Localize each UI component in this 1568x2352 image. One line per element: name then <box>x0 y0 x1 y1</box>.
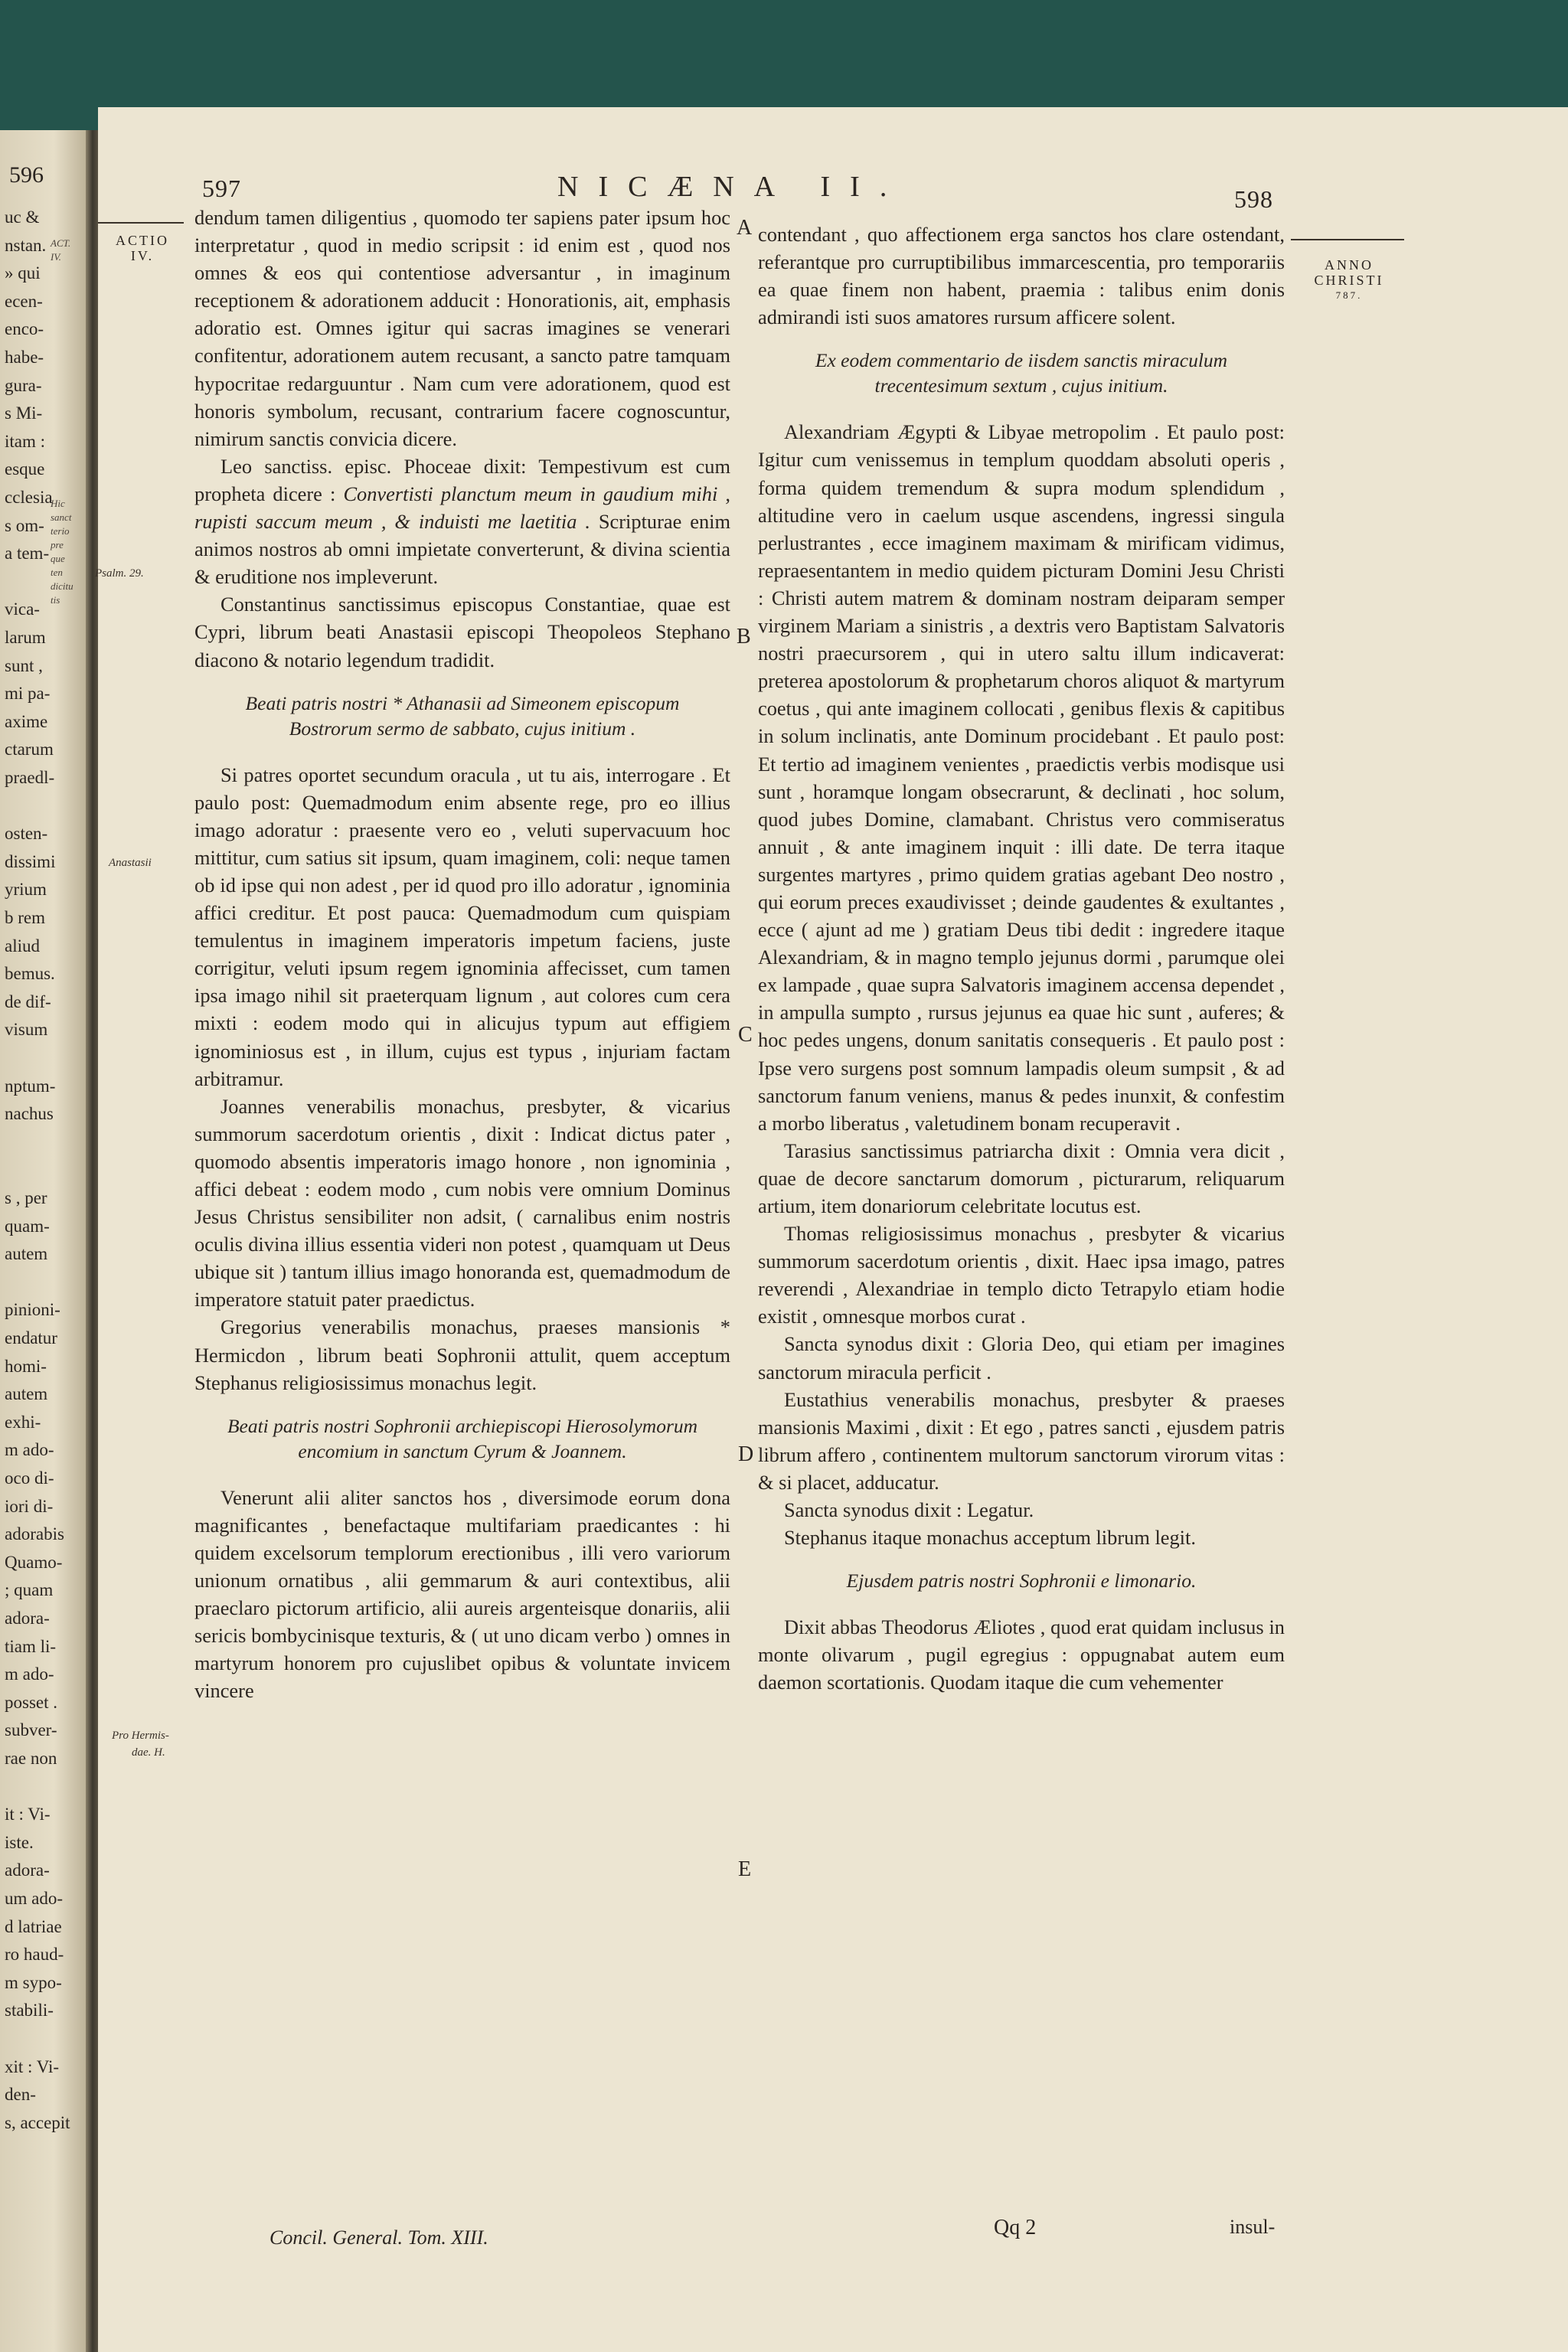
previous-page-fragment: m ado- <box>5 1440 54 1460</box>
previous-page-fragment: um ado- <box>5 1889 64 1908</box>
previous-page-fragment: enco- <box>5 319 44 339</box>
previous-page-fragment: quam- <box>5 1216 50 1236</box>
previous-page-margin-note: dicitu <box>51 580 74 592</box>
previous-page-fragment: s , per <box>5 1188 47 1207</box>
previous-page-fragment: a tem- <box>5 544 50 564</box>
margin-note-anastasii: Anastasii <box>109 857 152 869</box>
previous-page-fragment: » qui <box>5 263 41 283</box>
anno-label <box>1280 257 1418 303</box>
right-paragraph-5: Sancta synodus dixit : Gloria Deo, qui etiam per imagines sanctorum miracula perficit . <box>758 1332 1285 1383</box>
previous-page-fragment: praedl- <box>5 768 55 787</box>
previous-page-fragment: autem <box>5 1384 48 1404</box>
previous-page-fragment: adora- <box>5 1609 50 1628</box>
margin-note-hermisdae-2: dae. H. <box>132 1746 165 1759</box>
previous-page-fragment: iori di- <box>5 1496 54 1516</box>
previous-page-fragment: subver- <box>5 1720 57 1740</box>
left-column <box>194 204 730 1705</box>
previous-page-fragment: s, accepit <box>5 2112 70 2132</box>
previous-page-fragment: m sypo- <box>5 1972 62 1992</box>
previous-page-margin-note: pre <box>51 539 64 550</box>
right-heading-miracle: Ex eodem commentario de iisdem sanctis miraculum trecentesimum sextum , cujus initium. <box>815 349 1228 397</box>
signature-mark: Qq 2 <box>994 2216 1037 2239</box>
left-paragraph-6: Gregorius venerabilis monachus, praeses mansionis * Hermicdon , librum beati Sophronii attulit, quem acceptum Stephanus religiosissimus monachus legit. <box>194 1315 730 1394</box>
christi-text: CHRISTI <box>1314 273 1384 288</box>
section-letter-e: E <box>738 1857 752 1881</box>
previous-page-fragment: osten- <box>5 824 48 844</box>
previous-page-fragment: posset . <box>5 1692 57 1712</box>
previous-page-fragment: adorabis <box>5 1524 64 1544</box>
previous-page-fragment: it : Vi- <box>5 1805 51 1824</box>
previous-page-fragment: Quamo- <box>5 1552 63 1572</box>
running-title: NICÆNA II. <box>557 171 907 203</box>
previous-page-edge <box>0 130 90 2352</box>
left-paragraph-2-quote: Convertisti planctum meum in gaudium mihi , rupisti saccum meum , & induisti me laetitia . <box>194 482 730 534</box>
right-paragraph-9: Dixit abbas Theodorus Æliotes , quod erat quidam inclusus in monte olivarum , pugil egregius : oppugnabat autem eum daemon scortationis. Quodam itaque die cum vehementer <box>758 1615 1285 1694</box>
previous-page-fragment: bemus. <box>5 964 55 984</box>
right-paragraph-2: Alexandriam Ægypti & Libyae metropolim . Et paulo post: Igitur cum venissemus in templum quoddam absoluti operis , forma quidem tremendum & supra modum splendidum , altitudine vero in caelum usque ascendens, ingressi singula perlustrantes , ecce imaginem maximam & mirificam vidimus, repraesentantem in medio quidem picturam Domini Jesu Christi : Christi autem matrem & dominam nostram deiparam semper virginem Mariam a sinistris , a dextris vero Baptistam Salvatoris nostri praecursorem , qui in utero saltu illum indicaverat: preterea apostolorum & prophetarum choros aliquot & martyrum coetus , qui ante imaginem collocati , genibus flexis & capitibus in solum inclinatis, ante Dominum procidebant . Et paulo post: Et tertio ad imaginem venientes , praedictis verbis modisque usi sunt , horamque longam obsecrarunt, & declinati , hoc solum, quod jubes Domine, clamabant. Christus vero commiseratus annuit , & ante imaginem inquit : illi date. De terra itaque surgentes martyres , primo quidem gratias agebant Deo nostro , qui eorum preces exaudivisset ; deinde gaudentes & exultantes , ecce ( ajunt ad me ) gratiam Deus tibi dedit : ingredere itaque Alexandriam, & in magno templo jejunus dormi , parumque olei ex lampade , quae supra Salvatoris imaginem accensa dependet , in ampulla sumpto , rursus jejunus ea quae hic sunt , auferes; & hoc pedes ungens, donum sanitatis consequeris . Et paulo post : Ipse vero surgens post somnum lampadis oleum sumpsit , & ad sanctorum fanum veniens, manus & pedes inunxit, & confestim a morbo liberatus , valetudinem bonam recuperavit . <box>758 420 1285 1135</box>
previous-page-fragment: adora- <box>5 1860 50 1880</box>
previous-page-margin-note: Hic <box>51 498 65 509</box>
left-paragraph-2 <box>194 452 730 590</box>
previous-page-fragment: dissimi <box>5 851 56 871</box>
left-paragraph-2-intro: Leo sanctiss. episc. Phoceae dixit: Tempestivum est cum propheta dicere : <box>194 454 730 505</box>
previous-page-fragment: axime <box>5 711 48 731</box>
previous-page-fragment: de dif- <box>5 991 51 1011</box>
previous-page-fragment: itam : <box>5 431 46 451</box>
catchword: insul- <box>1230 2216 1276 2238</box>
previous-page-fragment: habe- <box>5 348 44 367</box>
previous-page-margin-note: ACT. <box>51 237 71 249</box>
previous-page-margin-note: ten <box>51 567 63 578</box>
previous-page-fragment: yrium <box>5 880 47 900</box>
previous-page-fragment: mi pa- <box>5 684 51 704</box>
right-paragraph-4: Thomas religiosissimus monachus , presbyter & vicarius summorum sacerdotum orientis , dixit. Haec ipsa imago, patres reverendi , Alexandriae in templo dicto Tetrapylo etiam hodie existit , omnesque morbos curat . <box>758 1222 1285 1328</box>
previous-page-fragment: ro haud- <box>5 1945 64 1965</box>
previous-page-margin-note: terio <box>51 525 70 537</box>
previous-page-fragment: cclesia <box>5 488 53 507</box>
previous-page-fragment: nstan. <box>5 235 47 255</box>
right-paragraph-8: Stephanus itaque monachus acceptum librum legit. <box>784 1526 1196 1550</box>
previous-page-margin-note: que <box>51 553 65 564</box>
previous-page-fragment: visum <box>5 1020 48 1040</box>
right-header-rule <box>1291 239 1404 240</box>
actio-text: ACTIO <box>116 233 169 248</box>
previous-page-fragment: larum <box>5 628 46 647</box>
section-letter-a: A <box>737 216 753 240</box>
book-page <box>95 107 1568 2352</box>
previous-page-fragment: endatur <box>5 1328 57 1348</box>
anno-year: 787. <box>1335 289 1363 301</box>
previous-page-fragment: exhi- <box>5 1412 41 1432</box>
left-heading-sophronius: Beati patris nostri Sophronii archiepiscopi Hierosolymorum encomium in sanctum Cyrum & Joannem. <box>227 1414 698 1462</box>
previous-page-fragment: pinioni- <box>5 1300 60 1320</box>
previous-page-fragment: oco di- <box>5 1468 54 1488</box>
previous-page-margin-note: IV. <box>51 251 61 263</box>
left-paragraph-1: dendum tamen diligentius , quomodo ter sapiens pater ipsum hoc interpretatur , quod in medio scripsit : id enim est , quod nos omnes & eos qui contentiose adversantur , in imaginum receptionem & adorationem adducit : Honorationis, ait, emphasis adoratio est. Omnes igitur qui sacras imagines se venerari confitentur, adorationem autem recusant, a sancto patre tamquam hypocritae redarguuntur . Nam cum vere adorationem, quod est honoris symbolum, recusant, contrarium facere cognoscuntur, nimirum sanctis convicia dicere. <box>194 206 730 450</box>
previous-page-fragment: homi- <box>5 1356 47 1376</box>
actio-number: IV. <box>130 248 155 263</box>
previous-page-fragment: nachus <box>5 1104 54 1124</box>
left-paragraph-3: Constantinus sanctissimus episcopus Constantiae, quae est Cypri, librum beati Anastasii episcopi Theopoleos Stephano diacono & notario legendum tradidit. <box>194 593 730 671</box>
footer-volume: Concil. General. Tom. XIII. <box>270 2226 488 2249</box>
previous-page-fragment: d latriae <box>5 1916 62 1936</box>
right-paragraph-6: Eustathius venerabilis monachus, presbyter & praeses mansionis Maximi , dixit : Et ego , patres sancti , ejusdem patris librum affero , continentem multorum sanctorum virorum vitas : & si placet, adducatur. <box>758 1387 1285 1494</box>
previous-page-fragment: aliud <box>5 936 40 956</box>
previous-page-fragment: xit : Vi- <box>5 2056 60 2076</box>
previous-page-margin-note: sanct <box>51 511 72 523</box>
right-paragraph-3: Tarasius sanctissimus patriarcha dixit : Omnia vera dicit , quae de decore sanctarum domorum , picturarum, reliquarum artium, item donariorum celebritate locutus est. <box>758 1138 1285 1217</box>
previous-page-fragment: ecen- <box>5 291 43 311</box>
previous-page-fragment: esque <box>5 459 45 479</box>
right-page-number: 598 <box>1234 185 1273 213</box>
previous-page-fragment: ctarum <box>5 740 54 760</box>
section-letter-b: B <box>737 625 751 648</box>
left-heading-athanasius: Beati patris nostri * Athanasii ad Simeonem episcopum Bostrorum sermo de sabbato, cujus initium . <box>245 691 680 740</box>
previous-page-fragment: vica- <box>5 599 40 619</box>
left-paragraph-5: Joannes venerabilis monachus, presbyter, & vicarius summorum sacerdotum orientis , dixit : Indicat dictus pater , quomodo absentis imperatoris imago honore , non ignominia , affici debeat : eodem modo , cum nobis vere omnium Dominus Jesus Christus sensibiliter non adsit, ( carnalibus enim nostris oculis divina illius essentia videri non potest , quamquam ut Deus ubique sit ) tantum illius imago honoranda est, quemadmodum de imperatore statuit pater praedictus. <box>194 1094 730 1312</box>
left-paragraph-4: Si patres oportet secundum oracula , ut tu ais, interrogare . Et paulo post: Quemadmodum enim absente rege, pro eo illius imago adoratur : praesente vero eo , veluti supervacuum hoc mittitur, cum satius sit ipsum, quam imaginem, coli: neque tamen ob id ipse qui non adest , per id quod pro illo adoratur , ignominia affici creditur. Et post pauca: Quemadmodum cum quispiam temulentus in imaginem imperatoris impetum faciens, juste corrigitur, veluti ipsum regem ignominia affecisset, cum tamen ipsa imago nihil sit praeterquam lignum , aut colores cum cera mixti : eodem modo qui in alicujus typum aut effigiem ignominiosus est , in illum, cujus est typus , injuriam factam arbitramur. <box>194 763 730 1090</box>
left-page-number: 597 <box>202 175 241 202</box>
previous-page-fragment: nptum- <box>5 1076 56 1096</box>
previous-page-fragment: s Mi- <box>5 403 43 423</box>
previous-page-fragment: stabili- <box>5 2001 54 2020</box>
right-heading-limonario: Ejusdem patris nostri Sophronii e limonario. <box>846 1570 1197 1592</box>
previous-page-fragment: m ado- <box>5 1664 54 1684</box>
previous-page-fragment: s om- <box>5 515 44 535</box>
previous-page-fragment: rae non <box>5 1749 57 1768</box>
right-paragraph-7: Sancta synodus dixit : Legatur. <box>784 1498 1034 1522</box>
left-paragraph-7: Venerunt alii aliter sanctos hos , diversimode eorum dona magnificantes , benefactaque multifariam praedicantes : hi quidem excelsorum templorum erectionibus , illi vero variorum unionum ornatibus , alii gemmarum & auri contextibus, alii praeclaro pictorum artificio, alii aureis argenteisque donariis, alii sericis bombycinisque texturis, & ( ut uno dicam verbo ) omnes in martyrum honorem pro cujuslibet opibus & voluntate invicem vincere <box>194 1485 730 1703</box>
previous-page-fragment: ; quam <box>5 1580 54 1600</box>
margin-note-pro-hermisdae: Pro Hermis- <box>112 1730 169 1742</box>
previous-page-fragment: iste. <box>5 1832 34 1852</box>
previous-page-fragment: gura- <box>5 375 42 395</box>
previous-page-fragment: den- <box>5 2085 36 2105</box>
previous-page-fragment: sunt , <box>5 655 43 675</box>
right-column <box>758 220 1285 1697</box>
previous-page-fragment: tiam li- <box>5 1636 57 1656</box>
previous-page-margin-note: tis <box>51 594 60 606</box>
left-header-rule <box>98 222 184 224</box>
previous-page-fragment: autem <box>5 1244 48 1264</box>
left-paragraph-2-end: Scripturae enim animos nostros ab omni impietate converterunt, & divina scientia & eruditione nos impleverunt. <box>194 510 731 589</box>
previous-page-number: 596 <box>9 162 44 188</box>
margin-note-psalm: Psalm. 29. <box>95 567 144 580</box>
section-letter-d: D <box>738 1442 754 1466</box>
anno-text: ANNO <box>1325 257 1374 273</box>
section-letter-c: C <box>738 1023 753 1047</box>
previous-page-fragment: uc & <box>5 207 40 227</box>
actio-label <box>100 233 185 263</box>
right-paragraph-1: contendant , quo affectionem erga sanctos hos clare ostendant, referantque pro curruptibilibus immarcescentia, pro temporariis ea quae finem non habent, praemia : talibus enim donis admirandi isti suos amatores rursum afficere solent. <box>758 223 1285 329</box>
previous-page-fragment: b rem <box>5 908 46 927</box>
